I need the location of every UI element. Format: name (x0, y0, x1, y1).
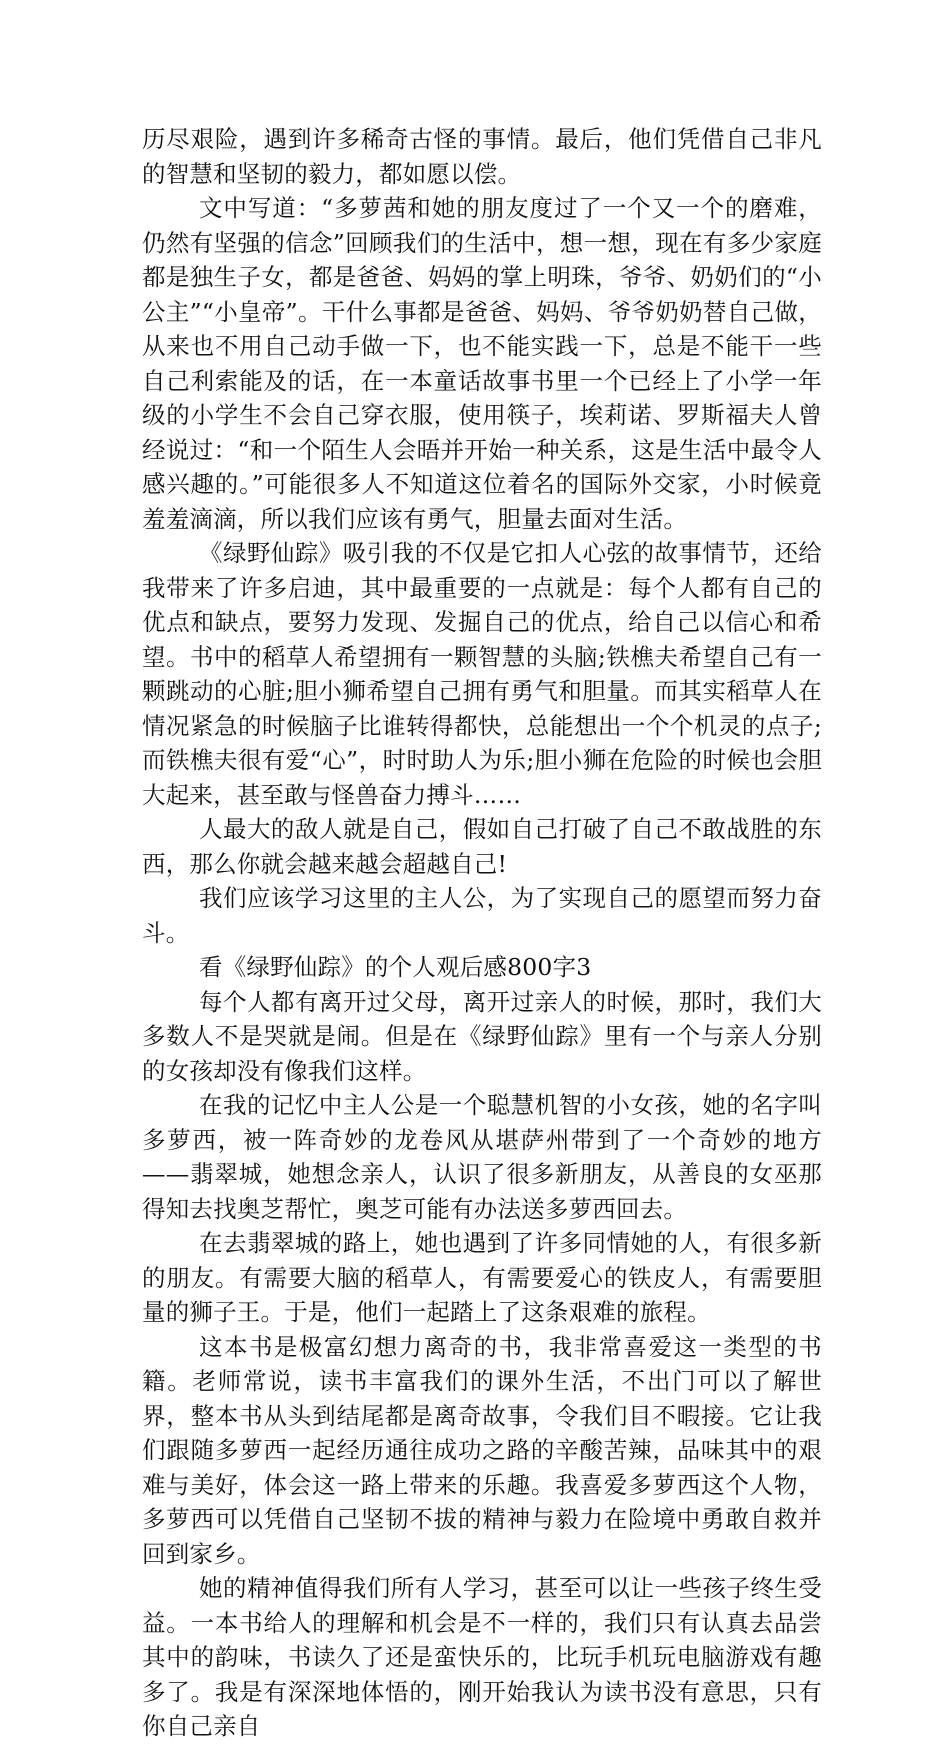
paragraph-4: 人最大的敌人就是自己，假如自己打破了自己不敢战胜的东西，那么你就会越来越会超越自己! (142, 815, 822, 878)
document-body (142, 122, 822, 1744)
paragraph-10: 她的精神值得我们所有人学习，甚至可以让一些孩子终生受益。一本书给人的理解和机会是不一样的，我们只有认真去品尝其中的韵味，书读久了还是蛮快乐的，比玩手机玩电脑游戏有趣多了。我是有深深地体悟的，刚开始我认为读书没有意思，只有你自己亲自 (142, 1574, 822, 1740)
paragraph-5: 我们应该学习这里的主人公，为了实现自己的愿望而努力奋斗。 (142, 884, 822, 947)
paragraph-3: 《绿野仙踪》吸引我的不仅是它扣人心弦的故事情节，还给我带来了许多启迪，其中最重要的一点就是：每个人都有自己的优点和缺点，要努力发现、发掘自己的优点，给自己以信心和希望。书中的稻草人希望拥有一颗智慧的头脑;铁樵夫希望自己有一颗跳动的心脏;胆小狮希望自己拥有勇气和胆量。而其实稻草人在情况紧急的时候脑子比谁转得都快，总能想出一个个机灵的点子;而铁樵夫很有爱“心”，时时助人为乐;胆小狮在危险的时候也会胆大起来，甚至敢与怪兽奋力搏斗…… (142, 539, 822, 809)
paragraph-2: 文中写道：“多萝茜和她的朋友度过了一个又一个的磨难，仍然有坚强的信念”回顾我们的生活中，想一想，现在有多少家庭都是独生子女，都是爸爸、妈妈的掌上明珠，爷爷、奶奶们的“小公主”“小皇帝”。干什么事都是爸爸、妈妈、爷爷奶奶替自己做，从来也不用自己动手做一下，也不能实践一下，总是不能干一些自己利索能及的话，在一本童话故事书里一个已经上了小学一年级的小学生不会自己穿衣服，使用筷子，埃莉诺、罗斯福夫人曾经说过：“和一个陌生人会晤并开始一种关系，这是生活中最令人感兴趣的。”可能很多人不知道这位着名的国际外交家，小时候竟羞羞滴滴，所以我们应该有勇气，胆量去面对生活。 (142, 194, 822, 533)
section-heading: 看《绿野仙踪》的个人观后感800字3 (199, 953, 592, 981)
paragraph-9: 这本书是极富幻想力离奇的书，我非常喜爱这一类型的书籍。老师常说，读书丰富我们的课外生活，不出门可以了解世界，整本书从头到结尾都是离奇故事，令我们目不暇接。它让我们跟随多萝西一起经历通往成功之路的辛酸苦辣，品味其中的艰难与美好，体会这一路上带来的乐趣。我喜爱多萝西这个人物，多萝西可以凭借自己坚韧不拔的精神与毅力在险境中勇敢自救并回到家乡。 (142, 1332, 822, 1568)
paragraph-6: 每个人都有离开过父母，离开过亲人的时候，那时，我们大多数人不是哭就是闹。但是在《绿野仙踪》里有一个与亲人分别的女孩却没有像我们这样。 (142, 987, 822, 1085)
paragraph-8: 在去翡翠城的路上，她也遇到了许多同情她的人，有很多新的朋友。有需要大脑的稻草人，有需要爱心的铁皮人，有需要胆量的狮子王。于是，他们一起踏上了这条艰难的旅程。 (142, 1229, 822, 1326)
paragraph-7: 在我的记忆中主人公是一个聪慧机智的小女孩，她的名字叫多萝西，被一阵奇妙的龙卷风从堪萨州带到了一个奇妙的地方——翡翠城，她想念亲人，认识了很多新朋友，从善良的女巫那得知去找奥芝帮忙，奥芝可能有办法送多萝西回去。 (142, 1091, 822, 1223)
paragraph-1: 历尽艰险，遇到许多稀奇古怪的事情。最后，他们凭借自己非凡的智慧和坚韧的毅力，都如愿以偿。 (142, 125, 822, 188)
